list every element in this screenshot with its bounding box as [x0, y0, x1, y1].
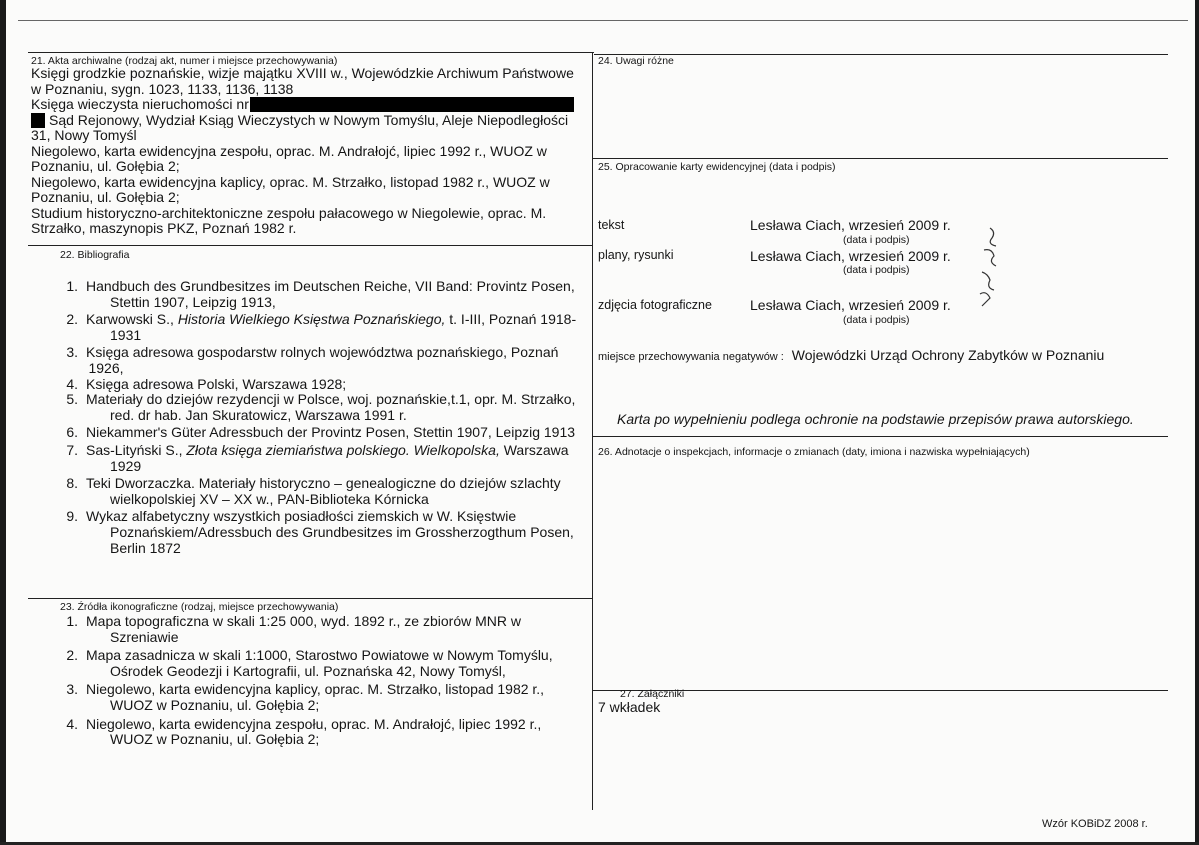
zrodla-item: [66, 613, 553, 645]
item-number: 4.: [66, 715, 78, 732]
akta-block: [31, 66, 574, 237]
negatywy-label: miejsce przechowywania negatywów :: [598, 351, 784, 363]
section-26-top-rule: [593, 436, 1168, 437]
item-line: Karwowski S., Historia Wielkiego Księstwa Poznańskiego, t. I-III, Poznań 1918-: [86, 311, 577, 328]
item-line: Sas-Lityński S., Złota księga ziemiaństwa polskiego. Wielkopolska, Warszawa: [86, 441, 569, 458]
item-line: WUOZ w Poznaniu, ul. Gołębia 2;: [110, 696, 320, 713]
adnotacje-label: 26. Adnotacje o inspekcjach, informacje o zmianach (daty, imiona i nazwiska wypełniających): [598, 446, 1030, 458]
item-number: 3.: [66, 344, 78, 361]
item-line: Szreniawie: [110, 628, 179, 645]
opracowanie-sub-tekst: (data i podpis): [843, 234, 910, 246]
akta-line: 31, Nowy Tomyśl: [31, 127, 137, 143]
akta-line: Poznaniu, ul. Gołębia 2;: [31, 189, 180, 205]
item-number: 6.: [66, 424, 78, 441]
negatywy-value: Wojewódzki Urząd Ochrony Zabytków w Poznaniu: [791, 347, 1105, 363]
bibliografia-item: [66, 375, 576, 393]
opracowanie-value-zdjecia: Lesława Ciach, wrzesień 2009 r.: [750, 297, 951, 313]
form-template-id: Wzór KOBiDZ 2008 r.: [1042, 818, 1148, 830]
akta-line-text: Księga wieczysta nieruchomości nr: [31, 96, 249, 112]
copyright-note: Karta po wypełnieniu podlega ochronie na podstawie przepisów prawa autorskiego.: [617, 411, 1134, 427]
zrodla-label: 23. Źródła ikonograficzne (rodzaj, miejsce przechowywania): [60, 601, 339, 613]
akta-label: 21. Akta archiwalne (rodzaj akt, numer i miejsce przechowywania): [31, 55, 338, 67]
bibliografia-item: [66, 424, 576, 441]
item-number: 9.: [66, 508, 78, 525]
item-line: red. dr hab. Jan Skuratowicz, Warszawa 1991 r.: [110, 406, 407, 423]
item-line: Księga adresowa Polski, Warszawa 1928;: [86, 375, 347, 392]
italic-title: Złota księga ziemiaństwa polskiego. Wielkopolska,: [186, 441, 500, 458]
akta-line: Niegolewo, karta ewidencyjna zespołu, oprac. M. Andrałojć, lipiec 1992 r., WUOZ w: [31, 142, 547, 159]
item-line: Niekammer's Güter Adressbuch der Provintz Posen, Stettin 1907, Leipzig 1913: [86, 424, 576, 441]
opracowanie-value-plany: Lesława Ciach, wrzesień 2009 r.: [750, 248, 951, 264]
item-number: 1.: [66, 278, 78, 294]
akta-line: Strzałko, maszynopis PKZ, Poznań 1982 r.: [31, 220, 297, 236]
section-25-top-rule: [593, 158, 1168, 159]
bibliografia-item: [66, 311, 577, 343]
section-23-top-rule: [28, 598, 592, 599]
bibliografia-item: [66, 278, 576, 310]
bibliografia-item: [66, 391, 576, 423]
item-line: Teki Dworzaczka. Materiały historyczno – genealogiczne do dziejów szlachty: [86, 475, 561, 492]
item-number: 4.: [66, 375, 78, 392]
item-line: Księga adresowa gospodarstw rolnych województwa poznańskiego, Poznań: [86, 344, 559, 361]
item-line: Niegolewo, karta ewidencyjna kaplicy, oprac. M. Strzałko, listopad 1982 r.,: [86, 681, 545, 698]
bibliografia-list: [66, 278, 577, 556]
zalaczniki-label: 27. Załączniki: [620, 688, 685, 700]
akta-line: Poznaniu, ul. Gołębia 2;: [31, 158, 180, 174]
zalaczniki-value: 7 wkładek: [598, 699, 661, 715]
item-line: Stettin 1907, Leipzig 1913,: [110, 293, 276, 310]
opracowanie-sub-zdjecia: (data i podpis): [843, 314, 910, 326]
handwritten-signature: [972, 222, 1012, 312]
akta-line: [31, 97, 574, 113]
opracowanie-key-zdjecia: zdjęcia fotograficzne: [598, 298, 712, 312]
zrodla-list: [66, 613, 553, 748]
item-line: wielkopolskiej XV – XX w., PAN-Biblioteka Kórnicka: [110, 490, 429, 507]
negatywy-row: [598, 348, 1104, 366]
item-number: 2.: [66, 647, 78, 664]
bibliografia-item: [66, 441, 576, 474]
item-line: Wykaz alfabetyczny wszystkich posiadłości ziemskich w W. Księstwie: [86, 508, 517, 525]
akta-line: Księgi grodzkie poznańskie, wizje majątku XVIII w., Wojewódzkie Archiwum Państwowe: [31, 65, 574, 81]
bibliografia-item: [66, 475, 576, 507]
item-number: 3.: [66, 681, 78, 698]
column-divider: [592, 52, 593, 810]
scan-edge-left: [0, 0, 6, 845]
zrodla-item: [66, 681, 553, 713]
item-line: Berlin 1872: [110, 539, 181, 556]
item-line: 1929: [110, 457, 142, 474]
item-number: 2.: [66, 311, 78, 328]
redaction-square: [31, 113, 45, 128]
item-line: Handbuch des Grundbesitzes im Deutschen Reiche, VII Band: Provintz Posen,: [86, 278, 575, 294]
item-line: Materiały do dziejów rezydencji w Polsce, woj. poznańskie,t.1, opr. M. Strzałko,: [86, 391, 576, 408]
item-line: WUOZ w Poznaniu, ul. Gołębia 2;: [110, 731, 320, 748]
zrodla-item: [66, 647, 553, 679]
item-line: Ośrodek Geodezji i Kartografii, ul. Poznańska 42, Nowy Tomyśl,: [110, 662, 506, 679]
section-22-top-rule: [28, 245, 592, 246]
opracowanie-key-tekst: tekst: [598, 218, 625, 232]
akta-line-text: Sąd Rejonowy, Wydział Ksiąg Wieczystych w Nowym Tomyślu, Aleje Niepodległości: [49, 111, 569, 128]
item-line: Niegolewo, karta ewidencyjna zespołu, oprac. M. Andrałojć, lipiec 1992 r.,: [86, 715, 542, 732]
zrodla-item: [66, 715, 553, 748]
item-number: 8.: [66, 475, 78, 492]
item-line: 1926,: [88, 359, 124, 376]
akta-line: Studium historyczno-architektoniczne zespołu pałacowego w Niegolewie, oprac. M.: [31, 204, 547, 221]
item-line: Mapa zasadnicza w skali 1:1000, Starostwo Powiatowe w Nowym Tomyślu,: [86, 647, 553, 664]
signature-stroke: [980, 228, 996, 306]
section-21-top-rule: [28, 52, 594, 53]
section-24-top-rule: [594, 54, 1168, 55]
opracowanie-sub-plany: (data i podpis): [843, 264, 910, 276]
italic-title: Historia Wielkiego Księstwa Poznańskiego,: [177, 311, 446, 328]
item-line: Poznańskiem/Adressbuch des Grundbesitzes im Grossherzogthum Posen,: [110, 523, 574, 540]
item-number: 7.: [66, 441, 78, 458]
bibliografia-item: [66, 508, 576, 556]
item-number: 5.: [66, 391, 78, 408]
redaction-bar: [250, 97, 574, 112]
bibliografia-label: 22. Bibliografia: [60, 249, 130, 261]
opracowanie-label: 25. Opracowanie karty ewidencyjnej (data i podpis): [598, 161, 836, 173]
opracowanie-key-plany: plany, rysunki: [598, 248, 674, 262]
scan-edge-right: [1195, 0, 1199, 845]
akta-line: [31, 113, 574, 129]
akta-line: w Poznaniu, sygn. 1023, 1133, 1136, 1138: [31, 80, 294, 97]
top-rule: [18, 20, 1188, 21]
item-line: 1931: [110, 326, 142, 343]
akta-line: Niegolewo, karta ewidencyjna kaplicy, oprac. M. Strzałko, listopad 1982 r., WUOZ w: [31, 173, 550, 190]
opracowanie-value-tekst: Lesława Ciach, wrzesień 2009 r.: [750, 217, 951, 233]
bibliografia-item: [66, 344, 576, 376]
item-line: Mapa topograficzna w skali 1:25 000, wyd. 1892 r., ze zbiorów MNR w: [86, 613, 521, 629]
item-number: 1.: [66, 613, 78, 629]
uwagi-label: 24. Uwagi różne: [598, 55, 674, 67]
